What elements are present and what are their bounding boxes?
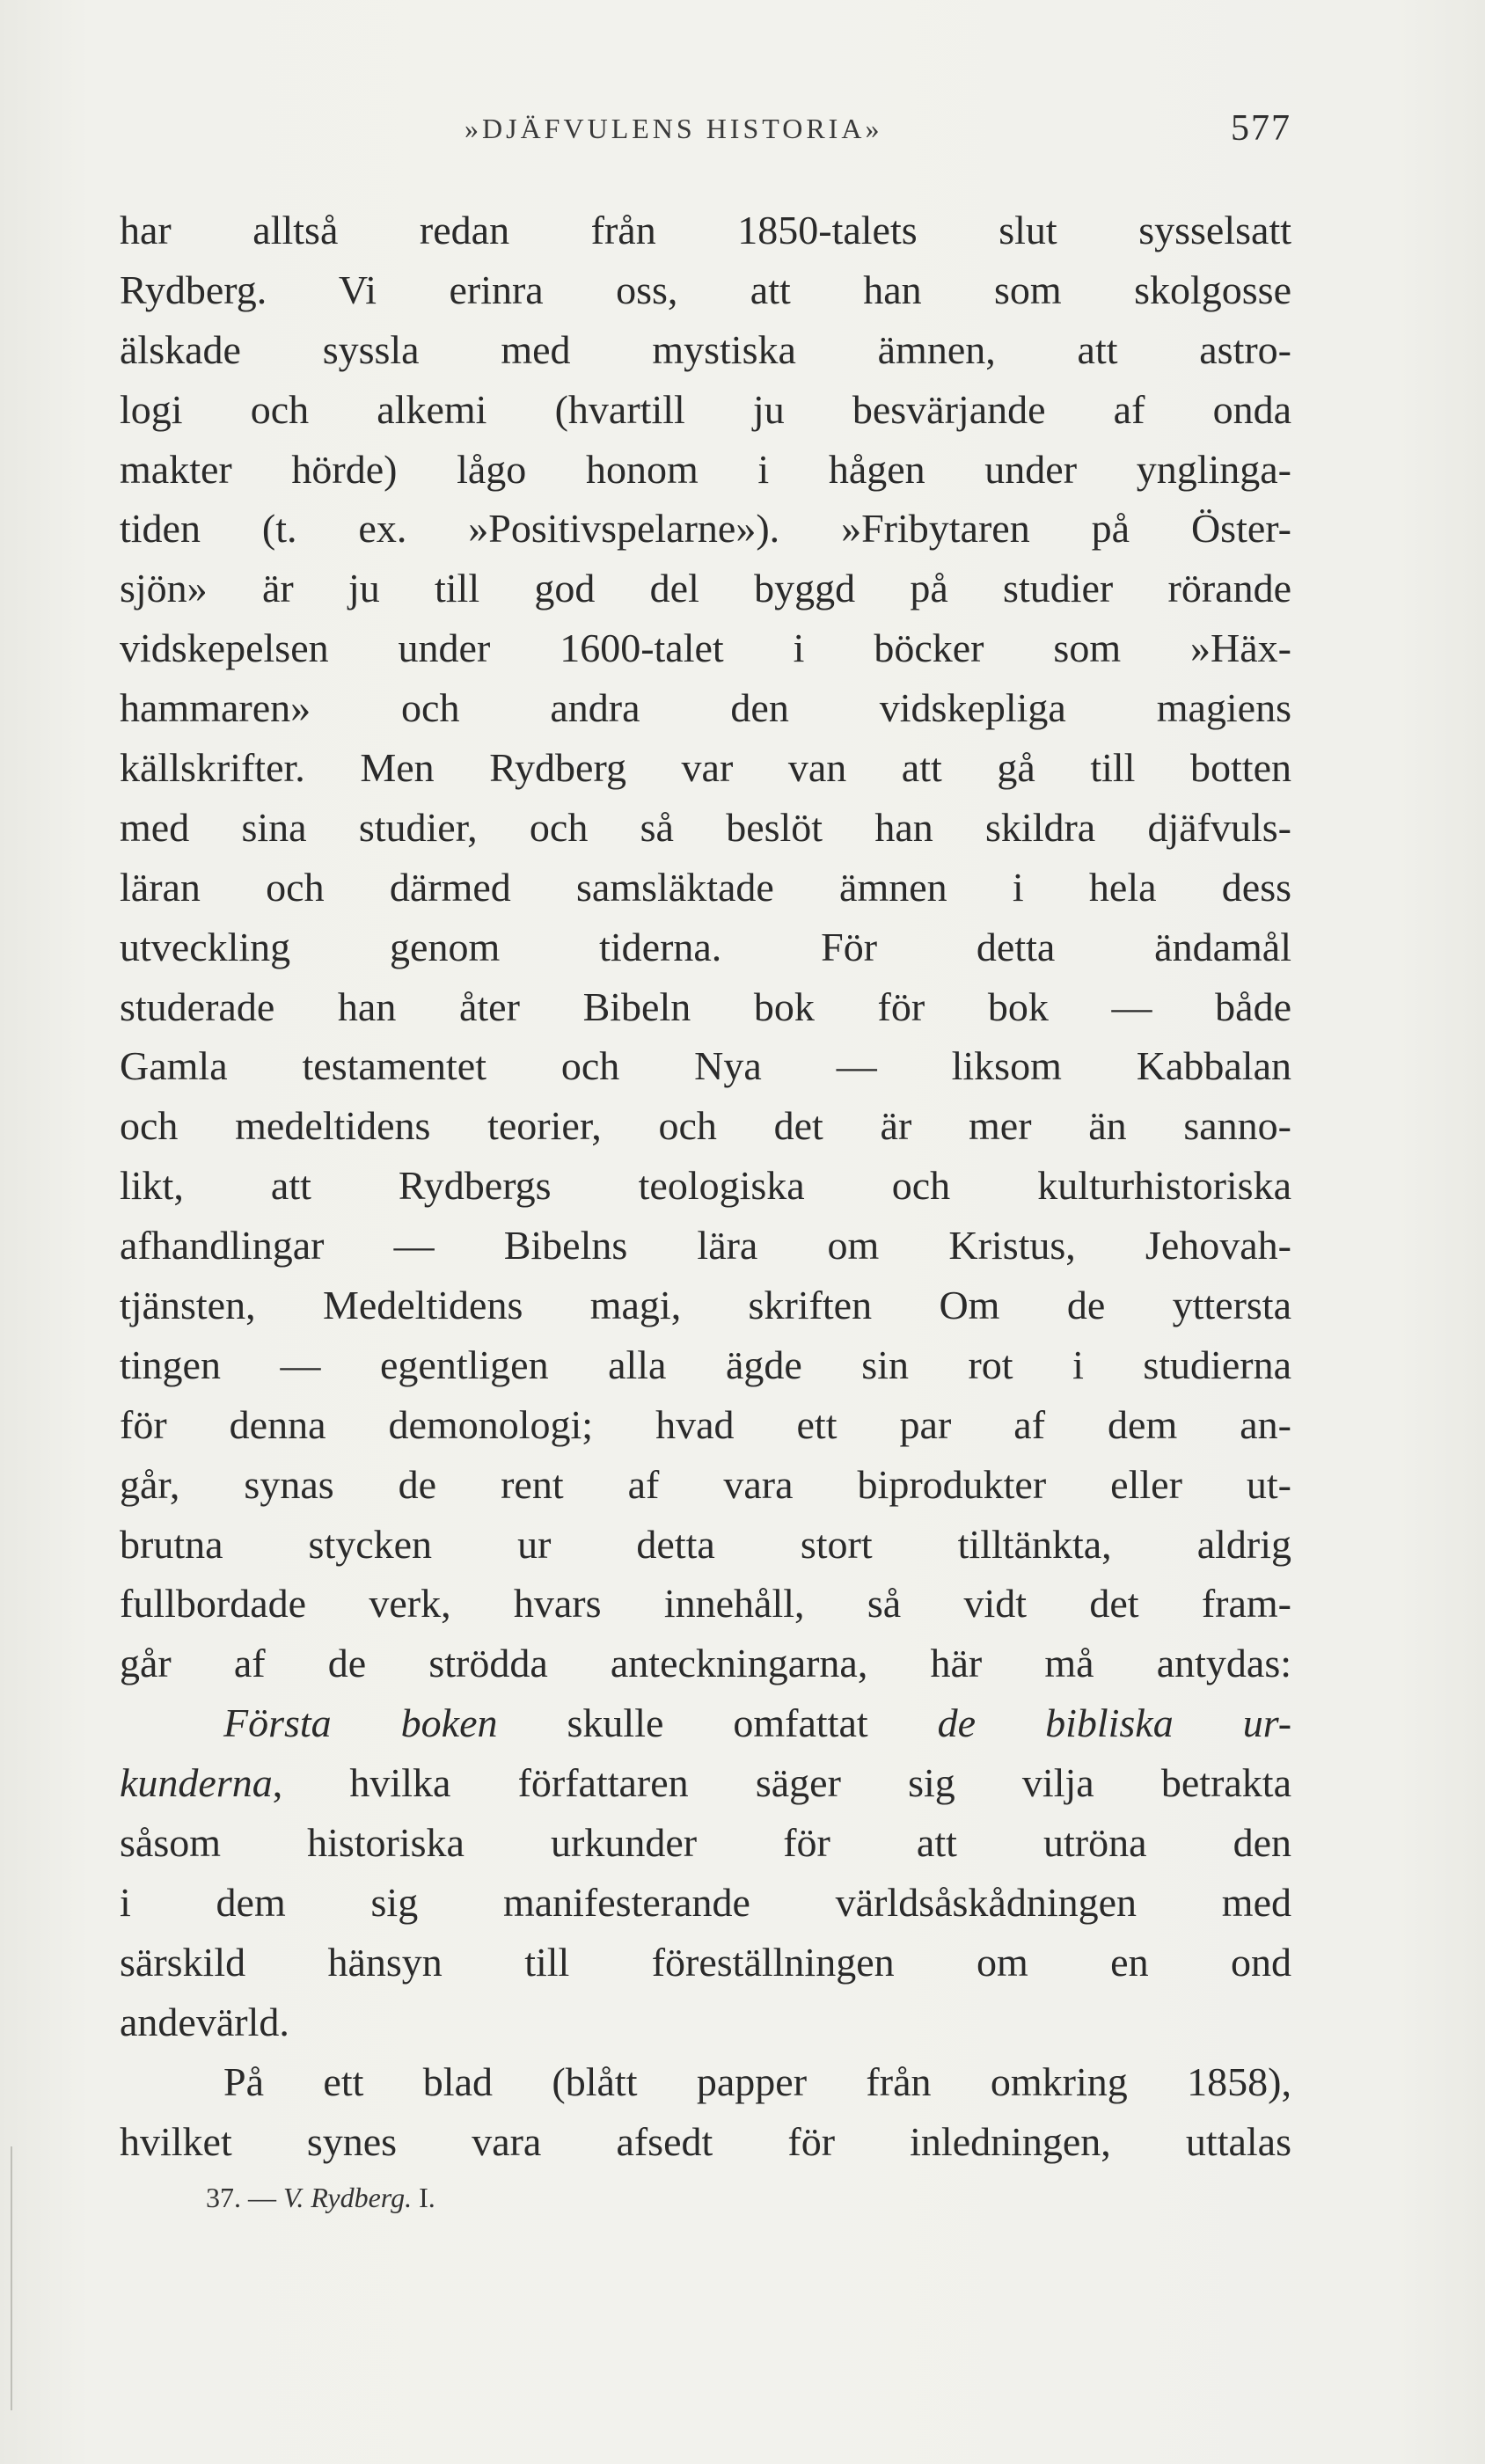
running-title: »DJÄFVULENS HISTORIA» bbox=[465, 113, 883, 144]
text-line: afhandlingar — Bibelns lära om Kristus, Jehovah- bbox=[120, 1223, 1291, 1269]
italic-phrase: Första boken bbox=[223, 1700, 498, 1746]
page-number: 577 bbox=[1231, 108, 1291, 149]
text-line: går af de strödda anteckningarna, här må antydas: bbox=[120, 1641, 1291, 1686]
text-span: , hvilka författaren säger sig vilja betrakta bbox=[272, 1760, 1291, 1806]
text-span: skulle omfattat bbox=[497, 1700, 938, 1746]
text-line: har alltså redan från 1850-talets slut sysselsatt bbox=[120, 208, 1291, 252]
text-line: tiden (t. ex. »Positivspelarne»). »Fribytaren på Öster- bbox=[120, 506, 1291, 552]
paragraph-first-line: På ett blad (blått papper från omkring 1858), bbox=[223, 2058, 1291, 2104]
paragraph-first-line bbox=[120, 1693, 1291, 1753]
text-line: logi och alkemi (hvartill ju besvärjande af onda bbox=[120, 386, 1291, 432]
footer-volume: I. bbox=[412, 2182, 435, 2213]
text-line: studerade han åter Bibeln bok för bok — både bbox=[120, 983, 1291, 1029]
signature-mark: 37. bbox=[206, 2182, 241, 2213]
text-line: Rydberg. Vi erinra oss, att han som skolgosse bbox=[120, 267, 1291, 312]
italic-phrase: kunderna bbox=[120, 1760, 273, 1806]
page-edge-mark bbox=[11, 2146, 12, 2410]
text-line: likt, att Rydbergs teologiska och kulturhistoriska bbox=[120, 1163, 1291, 1209]
text-line bbox=[120, 1753, 1291, 1813]
text-line: utveckling genom tiderna. För detta ändamål bbox=[120, 924, 1291, 969]
footer-dash: — bbox=[241, 2182, 283, 2213]
text-line: tingen — egentligen alla ägde sin rot i studierna bbox=[120, 1342, 1291, 1387]
signature-footer bbox=[206, 2182, 435, 2214]
text-line: såsom historiska urkunder för att utröna den bbox=[120, 1820, 1291, 1866]
text-line: i dem sig manifesterande världsåskådningen med bbox=[120, 1879, 1291, 1925]
text-line: särskild hänsyn till föreställningen om en ond bbox=[120, 1939, 1291, 1985]
text-line: hammaren» och andra den vidskepliga magiens bbox=[120, 685, 1291, 731]
text-line: går, synas de rent af vara biprodukter eller ut- bbox=[120, 1461, 1291, 1507]
text-line: brutna stycken ur detta stort tilltänkta, aldrig bbox=[120, 1521, 1291, 1567]
text-line: tjänsten, Medeltidens magi, skriften Om de yttersta bbox=[120, 1283, 1291, 1328]
text-line: läran och därmed samsläktade ämnen i hela dess bbox=[120, 864, 1291, 910]
text-line: hvilket synes vara afsedt för inledningen, uttalas bbox=[120, 2118, 1291, 2164]
text-line: sjön» är ju till god del byggd på studier rörande bbox=[120, 566, 1291, 611]
body-text bbox=[120, 201, 1291, 2171]
text-line: Gamla testamentet och Nya — liksom Kabbalan bbox=[120, 1043, 1291, 1089]
footer-title: V. Rydberg. bbox=[283, 2182, 413, 2213]
text-line: fullbordade verk, hvars innehåll, så vidt det fram- bbox=[120, 1581, 1291, 1627]
running-head bbox=[121, 108, 1291, 157]
text-line: och medeltidens teorier, och det är mer än sanno- bbox=[120, 1103, 1291, 1149]
text-line: älskade syssla med mystiska ämnen, att astro- bbox=[120, 326, 1291, 372]
text-line: vidskepelsen under 1600-talet i böcker som »Häx- bbox=[120, 625, 1291, 671]
italic-phrase: de bibliska ur- bbox=[937, 1700, 1291, 1746]
paragraph-last-line: andevärld. bbox=[120, 1999, 289, 2044]
text-line: för denna demonologi; hvad ett par af dem an- bbox=[120, 1401, 1291, 1447]
text-line: makter hörde) lågo honom i hågen under ynglinga- bbox=[120, 446, 1291, 492]
text-line: med sina studier, och så beslöt han skildra djäfvuls- bbox=[120, 804, 1291, 850]
text-line: källskrifter. Men Rydberg var van att gå till botten bbox=[120, 745, 1291, 791]
